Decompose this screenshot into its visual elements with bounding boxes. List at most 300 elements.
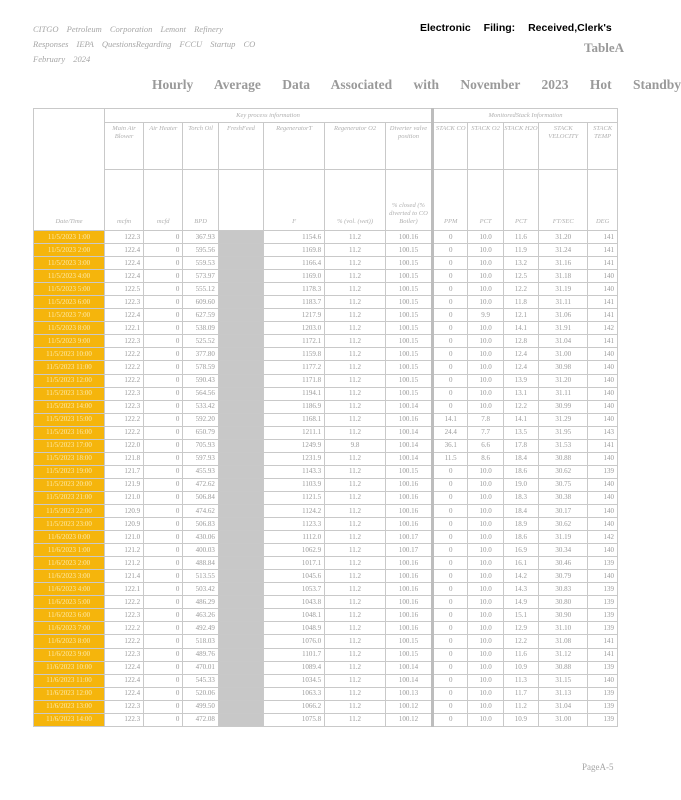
cell-vel: 31.08	[539, 635, 588, 648]
cell-h2o: 12.5	[503, 270, 538, 283]
cell-torch: 492.49	[183, 622, 218, 635]
cell-freshfeed	[218, 374, 263, 387]
cell-co: 0	[433, 635, 468, 648]
cell-torch: 627.59	[183, 309, 218, 322]
cell-mab: 122.5	[104, 283, 143, 296]
table-row	[34, 257, 618, 270]
date-time-cell: 11/6/2023 13:00	[34, 700, 105, 713]
cell-ah: 0	[144, 713, 183, 726]
cell-co: 36.1	[433, 439, 468, 452]
cell-temp: 139	[588, 609, 618, 622]
cell-vel: 31.04	[539, 335, 588, 348]
cell-div: 100.15	[385, 348, 432, 361]
cell-temp: 140	[588, 504, 618, 517]
date-time-cell: 11/5/2023 1:00	[34, 231, 105, 244]
cell-temp: 140	[588, 270, 618, 283]
cell-torch: 430.06	[183, 531, 218, 544]
cell-torch: 564.56	[183, 387, 218, 400]
cell-h2o: 14.1	[503, 322, 538, 335]
cell-h2o: 15.1	[503, 609, 538, 622]
cell-vel: 30.62	[539, 465, 588, 478]
cell-torch: 488.84	[183, 557, 218, 570]
cell-o2: 10.0	[468, 531, 503, 544]
cell-o2: 10.0	[468, 361, 503, 374]
cell-co: 0	[433, 713, 468, 726]
cell-co: 0	[433, 257, 468, 270]
cell-vel: 31.10	[539, 622, 588, 635]
cell-o2: 10.0	[468, 504, 503, 517]
cell-mab: 122.2	[104, 374, 143, 387]
cell-div: 100.15	[385, 361, 432, 374]
cell-freshfeed	[218, 544, 263, 557]
column-units: F	[264, 170, 325, 231]
table-row	[34, 348, 618, 361]
cell-regt: 1203.0	[264, 322, 325, 335]
cell-rego2: 11.2	[325, 283, 386, 296]
cell-temp: 139	[588, 622, 618, 635]
table-row	[34, 296, 618, 309]
cell-torch: 470.01	[183, 661, 218, 674]
cell-vel: 31.18	[539, 270, 588, 283]
cell-rego2: 11.2	[325, 361, 386, 374]
cell-freshfeed	[218, 609, 263, 622]
cell-div: 100.15	[385, 387, 432, 400]
cell-div: 100.15	[385, 335, 432, 348]
cell-rego2: 11.2	[325, 518, 386, 531]
cell-freshfeed	[218, 452, 263, 465]
cell-o2: 10.0	[468, 583, 503, 596]
cell-o2: 8.6	[468, 452, 503, 465]
cell-freshfeed	[218, 570, 263, 583]
cell-co: 24.4	[433, 426, 468, 439]
cell-ah: 0	[144, 518, 183, 531]
cell-co: 0	[433, 518, 468, 531]
table-row	[34, 674, 618, 687]
cell-h2o: 11.8	[503, 296, 538, 309]
header-line-subject: Responses IEPA QuestionsRegarding FCCU Startup CO	[33, 39, 256, 49]
cell-mab: 122.0	[104, 439, 143, 452]
table-row	[34, 713, 618, 726]
cell-o2: 6.6	[468, 439, 503, 452]
cell-h2o: 18.4	[503, 504, 538, 517]
cell-mab: 122.2	[104, 596, 143, 609]
cell-rego2: 11.2	[325, 374, 386, 387]
cell-freshfeed	[218, 504, 263, 517]
cell-mab: 121.2	[104, 544, 143, 557]
cell-rego2: 11.2	[325, 622, 386, 635]
cell-torch: 472.62	[183, 478, 218, 491]
cell-rego2: 11.2	[325, 557, 386, 570]
cell-o2: 10.0	[468, 244, 503, 257]
cell-rego2: 11.2	[325, 544, 386, 557]
cell-torch: 597.93	[183, 452, 218, 465]
cell-co: 0	[433, 674, 468, 687]
cell-vel: 31.29	[539, 413, 588, 426]
cell-rego2: 11.2	[325, 596, 386, 609]
cell-temp: 140	[588, 674, 618, 687]
cell-ah: 0	[144, 674, 183, 687]
cell-mab: 122.2	[104, 361, 143, 374]
cell-div: 100.15	[385, 257, 432, 270]
cell-vel: 31.24	[539, 244, 588, 257]
cell-torch: 533.42	[183, 400, 218, 413]
cell-h2o: 18.4	[503, 452, 538, 465]
cell-freshfeed	[218, 648, 263, 661]
table-row	[34, 504, 618, 517]
cell-regt: 1169.8	[264, 244, 325, 257]
cell-freshfeed	[218, 387, 263, 400]
table-row	[34, 335, 618, 348]
cell-co: 0	[433, 374, 468, 387]
cell-co: 0	[433, 557, 468, 570]
cell-torch: 525.52	[183, 335, 218, 348]
cell-co: 0	[433, 583, 468, 596]
cell-torch: 559.53	[183, 257, 218, 270]
cell-o2: 10.0	[468, 335, 503, 348]
cell-temp: 140	[588, 348, 618, 361]
cell-mab: 122.4	[104, 687, 143, 700]
cell-freshfeed	[218, 439, 263, 452]
cell-h2o: 16.9	[503, 544, 538, 557]
cell-torch: 650.79	[183, 426, 218, 439]
cell-mab: 122.4	[104, 309, 143, 322]
cell-co: 11.5	[433, 452, 468, 465]
cell-torch: 609.60	[183, 296, 218, 309]
cell-mab: 122.2	[104, 622, 143, 635]
table-row	[34, 700, 618, 713]
cell-temp: 139	[588, 661, 618, 674]
cell-torch: 503.42	[183, 583, 218, 596]
cell-rego2: 11.2	[325, 348, 386, 361]
cell-h2o: 13.1	[503, 387, 538, 400]
cell-mab: 121.9	[104, 478, 143, 491]
date-time-cell: 11/5/2023 6:00	[34, 296, 105, 309]
date-time-cell: 11/5/2023 23:00	[34, 518, 105, 531]
column-label: STACK VELOCITY	[539, 123, 588, 170]
cell-co: 0	[433, 244, 468, 257]
cell-div: 100.16	[385, 609, 432, 622]
key-process-group-header: Key process information	[104, 109, 432, 123]
cell-co: 0	[433, 648, 468, 661]
date-time-cell: 11/5/2023 16:00	[34, 426, 105, 439]
cell-regt: 1168.1	[264, 413, 325, 426]
cell-h2o: 12.2	[503, 635, 538, 648]
cell-div: 100.12	[385, 713, 432, 726]
cell-ah: 0	[144, 283, 183, 296]
cell-regt: 1169.0	[264, 270, 325, 283]
cell-ah: 0	[144, 231, 183, 244]
cell-temp: 140	[588, 413, 618, 426]
column-label: STACK CO	[433, 123, 468, 170]
table-row	[34, 400, 618, 413]
cell-ah: 0	[144, 400, 183, 413]
cell-mab: 122.3	[104, 700, 143, 713]
cell-h2o: 12.9	[503, 622, 538, 635]
cell-freshfeed	[218, 531, 263, 544]
cell-ah: 0	[144, 544, 183, 557]
cell-div: 100.15	[385, 270, 432, 283]
date-time-cell: 11/6/2023 4:00	[34, 583, 105, 596]
cell-mab: 120.9	[104, 518, 143, 531]
column-label: STACK TEMP	[588, 123, 618, 170]
cell-vel: 31.15	[539, 674, 588, 687]
cell-div: 100.13	[385, 687, 432, 700]
cell-o2: 10.0	[468, 387, 503, 400]
cell-co: 0	[433, 335, 468, 348]
cell-regt: 1177.2	[264, 361, 325, 374]
cell-div: 100.16	[385, 570, 432, 583]
date-time-cell: 11/5/2023 20:00	[34, 478, 105, 491]
cell-mab: 121.2	[104, 557, 143, 570]
cell-co: 0	[433, 700, 468, 713]
cell-mab: 122.4	[104, 244, 143, 257]
cell-ah: 0	[144, 531, 183, 544]
cell-h2o: 12.4	[503, 348, 538, 361]
date-time-cell: 11/5/2023 12:00	[34, 374, 105, 387]
cell-regt: 1178.3	[264, 283, 325, 296]
cell-o2: 10.0	[468, 270, 503, 283]
cell-torch: 578.59	[183, 361, 218, 374]
cell-torch: 513.55	[183, 570, 218, 583]
cell-temp: 140	[588, 478, 618, 491]
cell-div: 100.16	[385, 231, 432, 244]
date-time-cell: 11/6/2023 9:00	[34, 648, 105, 661]
cell-co: 0	[433, 661, 468, 674]
cell-regt: 1048.9	[264, 622, 325, 635]
cell-ah: 0	[144, 387, 183, 400]
cell-mab: 121.8	[104, 452, 143, 465]
cell-o2: 10.0	[468, 635, 503, 648]
cell-h2o: 13.9	[503, 374, 538, 387]
cell-mab: 122.2	[104, 348, 143, 361]
cell-o2: 10.0	[468, 596, 503, 609]
cell-rego2: 11.2	[325, 400, 386, 413]
column-units: PCT	[468, 170, 503, 231]
cell-div: 100.16	[385, 622, 432, 635]
cell-regt: 1103.9	[264, 478, 325, 491]
cell-ah: 0	[144, 257, 183, 270]
cell-torch: 455.93	[183, 465, 218, 478]
table-row	[34, 244, 618, 257]
cell-regt: 1211.1	[264, 426, 325, 439]
cell-temp: 140	[588, 374, 618, 387]
cell-mab: 121.4	[104, 570, 143, 583]
column-units: FT/SEC	[539, 170, 588, 231]
cell-rego2: 11.2	[325, 270, 386, 283]
cell-regt: 1045.6	[264, 570, 325, 583]
cell-regt: 1143.3	[264, 465, 325, 478]
cell-rego2: 11.2	[325, 491, 386, 504]
cell-regt: 1123.3	[264, 518, 325, 531]
cell-torch: 400.03	[183, 544, 218, 557]
cell-torch: 377.80	[183, 348, 218, 361]
cell-mab: 122.3	[104, 400, 143, 413]
cell-h2o: 18.9	[503, 518, 538, 531]
cell-vel: 31.16	[539, 257, 588, 270]
cell-rego2: 11.2	[325, 478, 386, 491]
cell-rego2: 11.2	[325, 335, 386, 348]
cell-co: 0	[433, 465, 468, 478]
cell-div: 100.14	[385, 661, 432, 674]
cell-vel: 31.20	[539, 374, 588, 387]
date-time-cell: 11/5/2023 22:00	[34, 504, 105, 517]
column-units: mcfm	[104, 170, 143, 231]
cell-regt: 1231.9	[264, 452, 325, 465]
cell-ah: 0	[144, 426, 183, 439]
cell-regt: 1186.9	[264, 400, 325, 413]
cell-rego2: 11.2	[325, 583, 386, 596]
cell-regt: 1101.7	[264, 648, 325, 661]
cell-temp: 141	[588, 635, 618, 648]
cell-ah: 0	[144, 491, 183, 504]
cell-temp: 140	[588, 491, 618, 504]
cell-h2o: 12.2	[503, 283, 538, 296]
cell-freshfeed	[218, 674, 263, 687]
cell-freshfeed	[218, 309, 263, 322]
cell-div: 100.16	[385, 413, 432, 426]
cell-o2: 10.0	[468, 478, 503, 491]
cell-vel: 30.88	[539, 661, 588, 674]
cell-regt: 1112.0	[264, 531, 325, 544]
cell-freshfeed	[218, 583, 263, 596]
cell-freshfeed	[218, 661, 263, 674]
cell-co: 0	[433, 544, 468, 557]
cell-rego2: 9.8	[325, 439, 386, 452]
cell-rego2: 11.2	[325, 257, 386, 270]
date-time-cell: 11/5/2023 21:00	[34, 491, 105, 504]
cell-regt: 1217.9	[264, 309, 325, 322]
cell-temp: 139	[588, 713, 618, 726]
table-row	[34, 322, 618, 335]
table-row	[34, 596, 618, 609]
date-time-cell: 11/6/2023 10:00	[34, 661, 105, 674]
cell-h2o: 11.7	[503, 687, 538, 700]
cell-div: 100.15	[385, 244, 432, 257]
cell-vel: 31.00	[539, 348, 588, 361]
cell-ah: 0	[144, 361, 183, 374]
cell-h2o: 19.0	[503, 478, 538, 491]
cell-mab: 122.2	[104, 635, 143, 648]
cell-freshfeed	[218, 635, 263, 648]
cell-temp: 141	[588, 257, 618, 270]
cell-h2o: 12.1	[503, 309, 538, 322]
cell-co: 0	[433, 348, 468, 361]
date-time-cell: 11/6/2023 12:00	[34, 687, 105, 700]
cell-div: 100.14	[385, 452, 432, 465]
cell-ah: 0	[144, 309, 183, 322]
cell-rego2: 11.2	[325, 635, 386, 648]
cell-rego2: 11.2	[325, 296, 386, 309]
date-time-cell: 11/6/2023 7:00	[34, 622, 105, 635]
cell-div: 100.15	[385, 309, 432, 322]
cell-vel: 31.91	[539, 322, 588, 335]
cell-regt: 1053.7	[264, 583, 325, 596]
cell-co: 0	[433, 596, 468, 609]
table-row	[34, 309, 618, 322]
table-row	[34, 231, 618, 244]
cell-regt: 1154.6	[264, 231, 325, 244]
cell-o2: 10.0	[468, 700, 503, 713]
table-row	[34, 648, 618, 661]
cell-vel: 31.04	[539, 700, 588, 713]
cell-temp: 141	[588, 296, 618, 309]
cell-div: 100.15	[385, 465, 432, 478]
table-row	[34, 518, 618, 531]
cell-ah: 0	[144, 504, 183, 517]
cell-co: 0	[433, 283, 468, 296]
cell-o2: 10.0	[468, 257, 503, 270]
cell-rego2: 11.2	[325, 687, 386, 700]
cell-o2: 10.0	[468, 557, 503, 570]
cell-regt: 1194.1	[264, 387, 325, 400]
cell-regt: 1017.1	[264, 557, 325, 570]
cell-vel: 30.34	[539, 544, 588, 557]
table-row	[34, 270, 618, 283]
cell-h2o: 11.3	[503, 674, 538, 687]
cell-rego2: 11.2	[325, 609, 386, 622]
cell-h2o: 11.2	[503, 700, 538, 713]
cell-ah: 0	[144, 413, 183, 426]
cell-temp: 141	[588, 648, 618, 661]
cell-freshfeed	[218, 622, 263, 635]
date-time-cell: 11/6/2023 0:00	[34, 531, 105, 544]
date-time-cell: 11/5/2023 8:00	[34, 322, 105, 335]
table-row	[34, 374, 618, 387]
cell-torch: 474.62	[183, 504, 218, 517]
cell-temp: 141	[588, 244, 618, 257]
table-row	[34, 439, 618, 452]
cell-div: 100.14	[385, 674, 432, 687]
cell-freshfeed	[218, 465, 263, 478]
cell-rego2: 11.2	[325, 531, 386, 544]
cell-ah: 0	[144, 244, 183, 257]
cell-torch: 463.26	[183, 609, 218, 622]
cell-temp: 139	[588, 687, 618, 700]
cell-regt: 1043.8	[264, 596, 325, 609]
cell-o2: 10.0	[468, 518, 503, 531]
table-row	[34, 452, 618, 465]
cell-temp: 140	[588, 544, 618, 557]
cell-vel: 31.19	[539, 283, 588, 296]
cell-div: 100.15	[385, 374, 432, 387]
table-row	[34, 687, 618, 700]
cell-o2: 10.0	[468, 400, 503, 413]
cell-rego2: 11.2	[325, 713, 386, 726]
column-label: FreshFeed	[218, 123, 263, 170]
cell-vel: 30.17	[539, 504, 588, 517]
cell-regt: 1172.1	[264, 335, 325, 348]
cell-vel: 31.53	[539, 439, 588, 452]
cell-mab: 122.2	[104, 426, 143, 439]
cell-temp: 140	[588, 283, 618, 296]
date-time-cell: 11/5/2023 7:00	[34, 309, 105, 322]
cell-div: 100.14	[385, 400, 432, 413]
cell-ah: 0	[144, 609, 183, 622]
cell-mab: 122.3	[104, 296, 143, 309]
table-row	[34, 478, 618, 491]
cell-o2: 10.0	[468, 491, 503, 504]
cell-co: 0	[433, 504, 468, 517]
cell-mab: 122.3	[104, 713, 143, 726]
table-row	[34, 609, 618, 622]
cell-mab: 122.2	[104, 413, 143, 426]
cell-rego2: 11.2	[325, 322, 386, 335]
column-units: BPD	[183, 170, 218, 231]
cell-co: 0	[433, 387, 468, 400]
date-time-cell: 11/6/2023 1:00	[34, 544, 105, 557]
date-time-cell: 11/5/2023 18:00	[34, 452, 105, 465]
column-label: STACK O2	[468, 123, 503, 170]
